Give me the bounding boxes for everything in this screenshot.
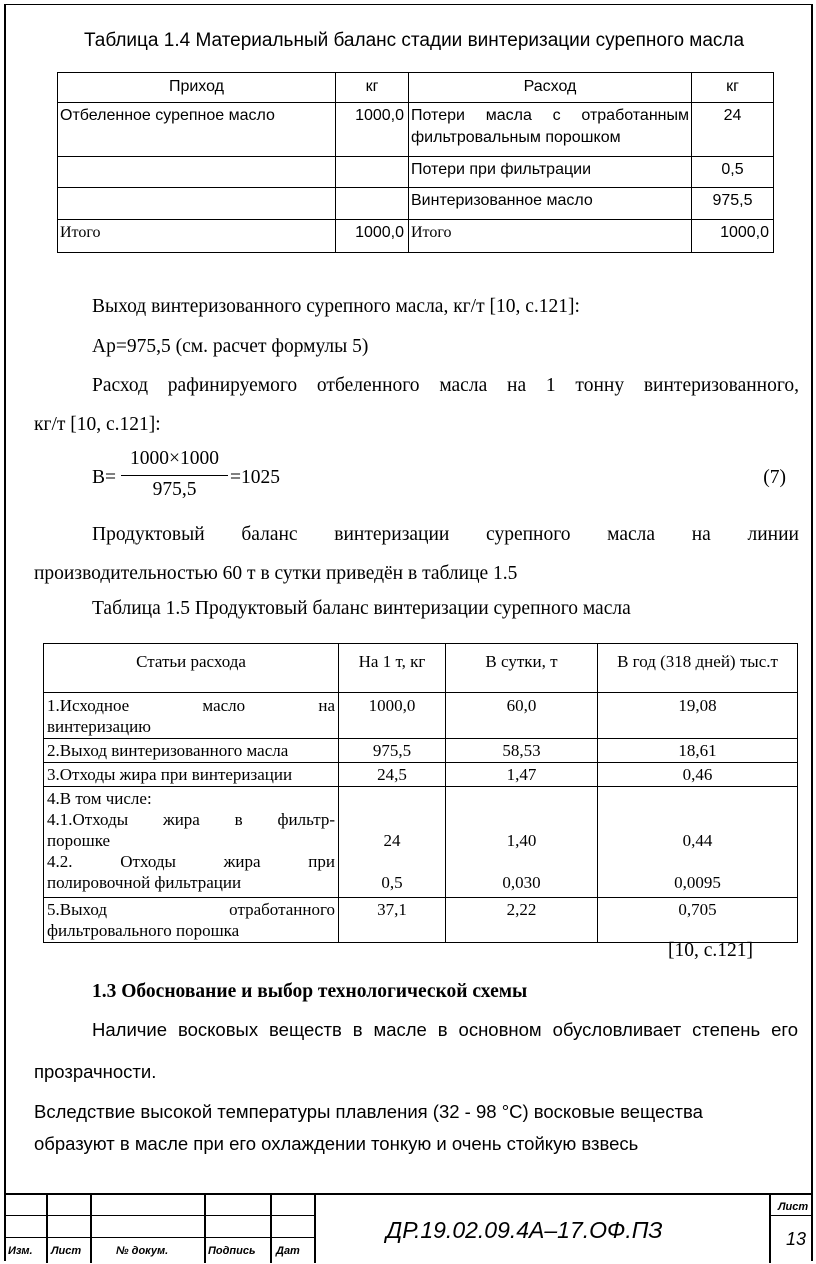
- table-cell: 975,5: [692, 188, 774, 220]
- table-cell: 0,705: [598, 898, 798, 943]
- paragraph: Ар=975,5 (см. расчет формулы 5): [92, 336, 369, 357]
- table-cell: [336, 188, 409, 220]
- table-cell: 1000,0: [336, 103, 409, 157]
- table-cell: 24: [383, 831, 401, 850]
- paragraph: кг/т [10, с.121]:: [34, 414, 161, 435]
- table-header-row: [58, 73, 774, 103]
- product-balance-table: [43, 643, 798, 943]
- section-heading: 1.3 Обоснование и выбор технологической схемы: [92, 981, 528, 1002]
- table-cell: 60,0: [446, 693, 598, 739]
- formula-7: [92, 448, 804, 506]
- grid-line: [4, 1215, 316, 1216]
- table-cell: 0,5: [692, 157, 774, 188]
- formula-denominator: 975,5: [152, 479, 197, 500]
- table-row: [44, 898, 798, 943]
- stamp-label-date: Дат: [276, 1245, 300, 1257]
- header-cell: кг: [336, 73, 409, 103]
- table-cell: 0,44: [682, 831, 713, 850]
- paragraph: Наличие восковых веществ в масле в основном обусловливает степень его: [92, 1019, 798, 1040]
- grid-line: [46, 1195, 48, 1263]
- header-cell: Приход: [58, 73, 336, 103]
- table-row: [58, 157, 774, 188]
- table-cell: 3.Отходы жира при винтеризации: [44, 763, 339, 787]
- table-cell: 58,53: [446, 739, 598, 763]
- grid-line: [769, 1215, 813, 1216]
- table-cell: Итого: [58, 220, 336, 253]
- table-cell: 18,61: [598, 739, 798, 763]
- header-cell: Статьи расхода: [44, 644, 339, 693]
- table-cell: 24,5: [339, 763, 446, 787]
- table-cell: 2,22: [446, 898, 598, 943]
- table-cell: Винтеризованное масло: [409, 188, 692, 220]
- sheet-number: 13: [786, 1229, 807, 1249]
- table-cell: Потери масла с отработанным фильтровальным порошком: [409, 103, 692, 157]
- table-cell: 975,5: [339, 739, 446, 763]
- paragraph: Продуктовый баланс винтеризации сурепного масла на линии: [92, 524, 799, 545]
- table-cell: 1000,0: [336, 220, 409, 253]
- formula-number: (7): [763, 467, 786, 488]
- table-row: [44, 693, 798, 739]
- paragraph: Расход рафинируемого отбеленного масла на 1 тонну винтеризованного,: [92, 375, 799, 396]
- table-row: [44, 763, 798, 787]
- table-1-4-caption: Таблица 1.4 Материальный баланс стадии винтеризации сурепного масла: [84, 30, 745, 51]
- stamp-label-list: Лист: [51, 1245, 82, 1257]
- source-reference: [10, с.121]: [668, 940, 754, 961]
- grid-line: [769, 1195, 771, 1263]
- row-label: 4.2. Отходы жира при: [47, 852, 335, 871]
- table-cell: [58, 188, 336, 220]
- table-row: [44, 739, 798, 763]
- grid-line: [204, 1195, 206, 1263]
- table-row: [58, 103, 774, 157]
- fraction-bar: [121, 475, 228, 476]
- table-cell: 0,46: [598, 763, 798, 787]
- row-label: 4.В том числе:: [47, 789, 152, 808]
- stamp-label-signature: Подпись: [208, 1245, 256, 1257]
- table-cell: 0,030: [502, 873, 541, 892]
- table-cell: Итого: [409, 220, 692, 253]
- stamp-label-doc-no: № докум.: [116, 1245, 169, 1257]
- row-label: 1.Исходное масло на: [47, 696, 335, 715]
- row-label: 5.Выход отработанного: [47, 900, 335, 919]
- paragraph: Вследствие высокой температуры плавления (32 - 98 °С) восковые вещества: [34, 1101, 703, 1122]
- stamp-label-izm: Изм.: [8, 1245, 33, 1257]
- table-row-total: [58, 220, 774, 253]
- paragraph: образуют в масле при его охлаждении тонкую и очень стойкую взвесь: [34, 1133, 639, 1154]
- table-cell: [336, 157, 409, 188]
- row-label: фильтровального порошка: [47, 921, 240, 940]
- table-cell: 37,1: [339, 898, 446, 943]
- table-1-5-caption: Таблица 1.5 Продуктовый баланс винтеризации сурепного масла: [92, 598, 631, 619]
- formula-lhs: В=: [92, 467, 117, 488]
- header-cell: В сутки, т: [446, 644, 598, 693]
- sheet-label: Лист: [778, 1201, 809, 1213]
- table-cell: 0,0095: [674, 873, 721, 892]
- header-cell: В год (318 дней) тыс.т: [598, 644, 798, 693]
- header-cell: Расход: [409, 73, 692, 103]
- row-label: полировочной фильтрации: [47, 873, 242, 892]
- material-balance-table: [57, 72, 774, 253]
- table-cell: 0,5: [381, 873, 403, 892]
- table-header-row: [44, 644, 798, 693]
- table-cell: Отбеленное сурепное масло: [58, 103, 336, 157]
- paragraph: Выход винтеризованного сурепного масла, кг/т [10, с.121]:: [92, 296, 580, 317]
- table-cell: 24: [692, 103, 774, 157]
- row-label: порошке: [47, 831, 111, 850]
- table-cell: 1000,0: [692, 220, 774, 253]
- grid-line: [4, 1237, 316, 1238]
- paragraph: прозрачности.: [34, 1061, 157, 1082]
- grid-line: [270, 1195, 272, 1263]
- table-cell: [58, 157, 336, 188]
- header-cell: На 1 т, кг: [339, 644, 446, 693]
- formula-numerator: 1000×1000: [130, 448, 219, 469]
- grid-line: [314, 1195, 316, 1263]
- row-label: 4.1.Отходы жира в фильтр-: [47, 810, 335, 829]
- grid-line: [90, 1195, 92, 1263]
- table-cell: 1,47: [446, 763, 598, 787]
- paragraph: производительностью 60 т в сутки приведён в таблице 1.5: [34, 563, 518, 584]
- table-cell: 1,40: [506, 831, 537, 850]
- row-label: винтеризацию: [47, 717, 151, 736]
- header-cell: кг: [692, 73, 774, 103]
- title-block: [4, 1193, 813, 1263]
- table-row: [58, 188, 774, 220]
- formula-result: =1025: [230, 467, 280, 488]
- document-code: ДР.19.02.09.4А–17.ОФ.ПЗ: [386, 1217, 663, 1243]
- table-cell: 19,08: [598, 693, 798, 739]
- table-row: [44, 787, 798, 898]
- table-cell: Потери при фильтрации: [409, 157, 692, 188]
- table-cell: 2.Выход винтеризованного масла: [44, 739, 339, 763]
- table-cell: 1000,0: [339, 693, 446, 739]
